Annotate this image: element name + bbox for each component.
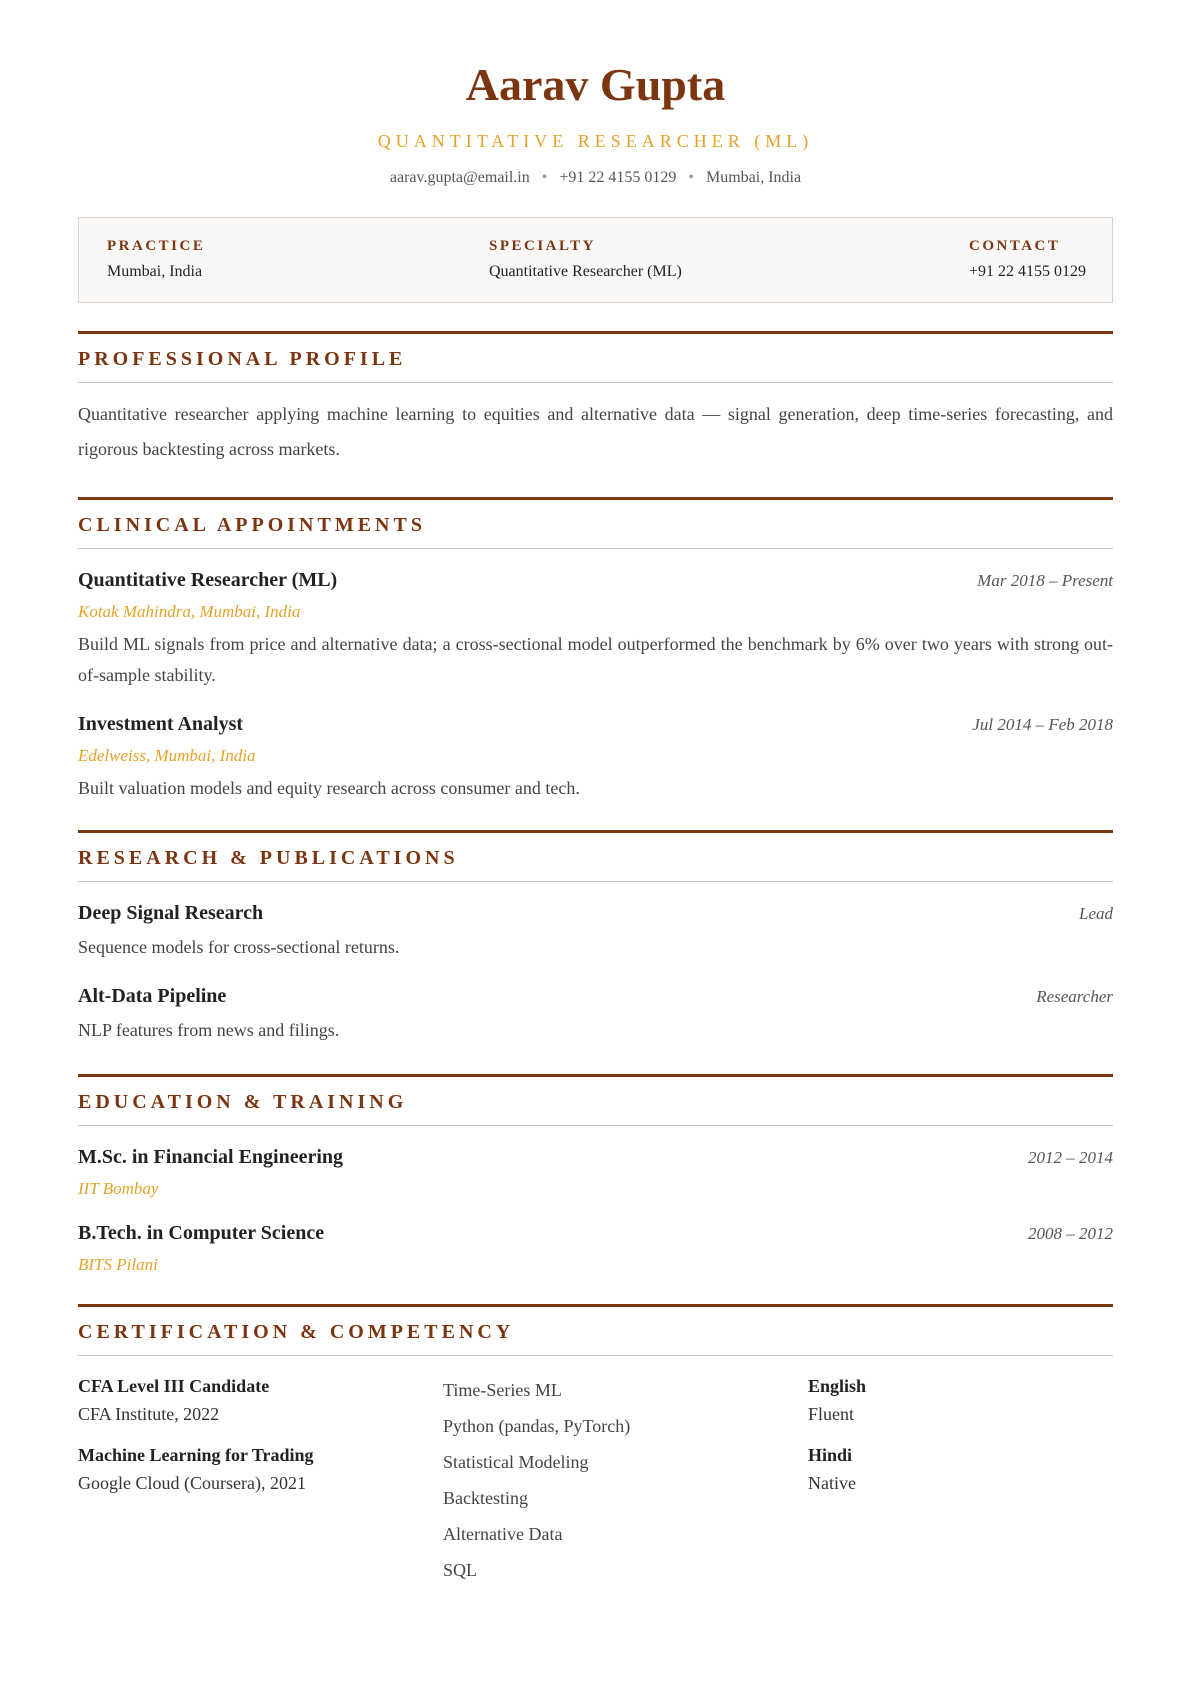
certification-grid [78, 1374, 1113, 1614]
education-entry [78, 1144, 1113, 1200]
section-heading: PROFESSIONAL PROFILE [78, 334, 1113, 383]
research-entry [78, 983, 1113, 1046]
entry-role: Researcher [1036, 987, 1113, 1006]
candidate-title: QUANTITATIVE RESEARCHER (ML) [377, 131, 814, 151]
cert-name: CFA Level III Candidate [78, 1376, 270, 1396]
phone-text: +91 22 4155 0129 [559, 169, 677, 186]
entry-title: M.Sc. in Financial Engineering [78, 1146, 344, 1168]
entry-title: Quantitative Researcher (ML) [78, 569, 338, 591]
entry-description: Build ML signals from price and alternative data; a cross-sectional model outperformed the benchmark by 6% over two years with strong out-of-sample stability. [78, 634, 1113, 685]
entry-title: Deep Signal Research [78, 902, 264, 924]
info-box [78, 217, 1113, 303]
entry-organization: Edelweiss, Mumbai, India [78, 746, 256, 765]
certification-section [78, 1304, 1113, 1614]
languages-column [808, 1374, 866, 1495]
info-value: +91 22 4155 0129 [969, 263, 1087, 280]
skills-column [443, 1374, 630, 1582]
cert-item [78, 1443, 314, 1495]
info-value: Mumbai, India [107, 263, 203, 280]
info-label: CONTACT [969, 238, 1061, 254]
cert-name: Machine Learning for Trading [78, 1445, 314, 1465]
info-value: Quantitative Researcher (ML) [489, 263, 682, 280]
resume-content [78, 0, 1113, 1614]
entry-header [78, 711, 1113, 737]
appointment-entry [78, 711, 1113, 804]
email-text: aarav.gupta@email.in [389, 169, 530, 186]
info-label: PRACTICE [107, 238, 206, 254]
profile-text: Quantitative researcher applying machine learning to equities and alternative data — signal generation, deep time-series forecasting, and rigorous backtesting across markets. [78, 404, 1113, 459]
entry-school: IIT Bombay [78, 1179, 159, 1198]
skill-item: SQL [443, 1560, 478, 1580]
section-heading: EDUCATION & TRAINING [78, 1077, 1113, 1126]
education-section [78, 1074, 1113, 1276]
profile-section [78, 331, 1113, 467]
entry-organization: Kotak Mahindra, Mumbai, India [78, 602, 301, 621]
info-practice [107, 236, 205, 282]
skill-item: Backtesting [443, 1488, 528, 1508]
info-specialty [489, 236, 682, 282]
entry-header [78, 1144, 1113, 1170]
section-heading: CLINICAL APPOINTMENTS [78, 500, 1113, 549]
entry-description: Sequence models for cross-sectional returns. [78, 937, 400, 957]
section-heading: RESEARCH & PUBLICATIONS [78, 833, 1113, 882]
info-contact [969, 236, 1086, 282]
entry-role: Lead [1079, 904, 1113, 923]
language-item [808, 1443, 866, 1495]
cert-issuer: CFA Institute, 2022 [78, 1404, 220, 1424]
entry-header [78, 1220, 1113, 1246]
section-heading: CERTIFICATION & COMPETENCY [78, 1307, 1113, 1356]
resume-header [78, 0, 1113, 189]
entry-title: Alt-Data Pipeline [78, 985, 227, 1007]
appointments-section [78, 497, 1113, 804]
candidate-name: Aarav Gupta [465, 59, 726, 110]
cert-item [78, 1374, 314, 1426]
education-entry [78, 1220, 1113, 1276]
skill-item: Alternative Data [443, 1524, 563, 1544]
skill-item: Statistical Modeling [443, 1452, 589, 1472]
language-name: English [808, 1376, 867, 1396]
entry-description: NLP features from news and filings. [78, 1020, 340, 1040]
entry-date: Jul 2014 – Feb 2018 [972, 715, 1113, 734]
research-entry [78, 900, 1113, 963]
separator-dot: • [541, 169, 548, 186]
entry-school: BITS Pilani [78, 1255, 158, 1274]
cert-issuer: Google Cloud (Coursera), 2021 [78, 1473, 306, 1493]
research-section [78, 830, 1113, 1046]
entry-date: 2008 – 2012 [1028, 1224, 1113, 1243]
info-label: SPECIALTY [489, 238, 596, 254]
skill-item: Python (pandas, PyTorch) [443, 1416, 631, 1436]
entry-header [78, 983, 1113, 1009]
entry-title: Investment Analyst [78, 713, 244, 735]
entry-header [78, 900, 1113, 926]
certifications-column [78, 1374, 314, 1495]
language-item [808, 1374, 866, 1426]
language-name: Hindi [808, 1445, 853, 1465]
skill-item: Time-Series ML [443, 1380, 562, 1400]
entry-date: Mar 2018 – Present [977, 571, 1113, 590]
entry-header [78, 567, 1113, 593]
entry-title: B.Tech. in Computer Science [78, 1222, 325, 1244]
location-text: Mumbai, India [706, 169, 802, 186]
contact-line [78, 167, 1113, 189]
separator-dot: • [688, 169, 694, 186]
language-level: Fluent [808, 1404, 855, 1424]
language-level: Native [808, 1473, 856, 1493]
entry-description: Built valuation models and equity research across consumer and tech. [78, 778, 580, 798]
appointment-entry [78, 567, 1113, 691]
entry-date: 2012 – 2014 [1028, 1148, 1113, 1167]
